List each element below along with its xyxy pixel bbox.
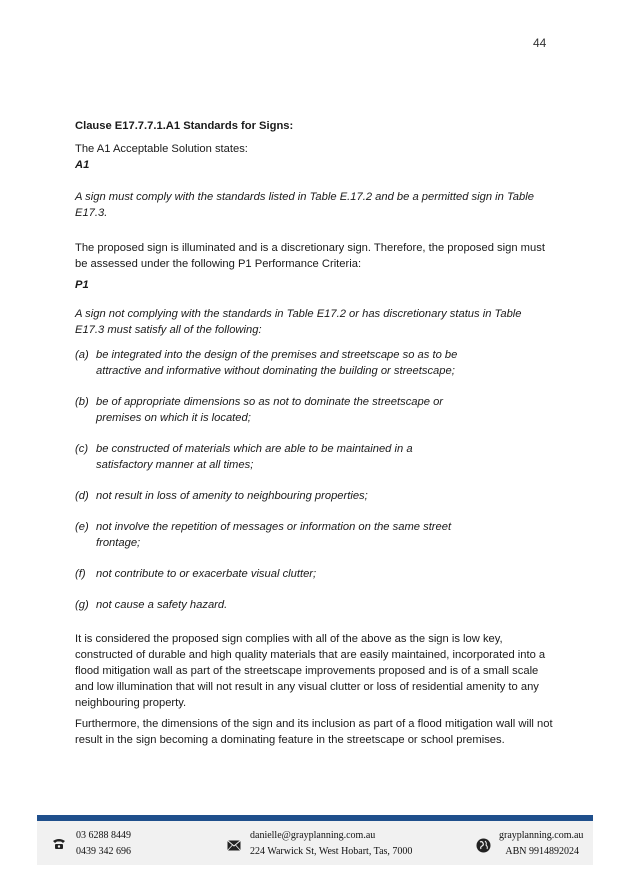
item-text: not involve the repetition of messages or information on the same street frontage;: [96, 521, 452, 549]
criteria-list: [75, 347, 553, 613]
p1-label: P1: [75, 279, 89, 291]
item-label: (g): [75, 599, 89, 611]
footer-phone-1: 03 6288 8449: [76, 830, 131, 841]
item-label: (f): [75, 568, 86, 580]
footer-web-column: [499, 828, 584, 860]
list-item: [75, 566, 553, 582]
list-item: [75, 347, 553, 379]
item-label: (b): [75, 396, 89, 408]
item-text: be of appropriate dimensions so as not to dominate the streetscape or premises on which it is located;: [96, 396, 444, 424]
list-item: [75, 597, 553, 613]
footer-contact-column: [250, 828, 412, 860]
item-text: not result in loss of amenity to neighbouring properties;: [96, 490, 368, 502]
phone-icon: [52, 838, 66, 850]
footer-email[interactable]: danielle@grayplanning.com.au: [250, 830, 376, 841]
item-text: not cause a safety hazard.: [96, 599, 228, 611]
footer-abn: ABN 9914892024: [505, 846, 579, 857]
p1-text: A sign not complying with the standards in Table E17.2 or has discretionary status in Table E17.3 must satisfy all of the following:: [75, 308, 522, 336]
item-text: not contribute to or exacerbate visual clutter;: [96, 568, 317, 580]
a1-label: A1: [75, 159, 90, 171]
footer-address: 224 Warwick St, West Hobart, Tas, 7000: [250, 846, 413, 857]
footer-accent-bar: [37, 815, 593, 821]
page-number: 44: [533, 36, 547, 50]
proposal-paragraph: The proposed sign is illuminated and is a discretionary sign. Therefore, the proposed sign must be assessed under the following P1 Performance Criteria:: [75, 242, 545, 270]
globe-icon: [476, 838, 491, 853]
item-label: (a): [75, 349, 89, 361]
list-item: [75, 519, 553, 551]
list-item: [75, 441, 553, 473]
item-label: (c): [75, 443, 89, 455]
footer-phone-column: [76, 828, 131, 860]
a1-text: A sign must comply with the standards listed in Table E.17.2 and be a permitted sign in Table E17.3.: [75, 191, 534, 219]
item-label: (e): [75, 521, 89, 533]
envelope-icon: [227, 840, 241, 851]
item-text: be integrated into the design of the premises and streetscape so as to be attractive and informative without dominating the building or streetscape;: [96, 349, 458, 377]
clause-heading: Clause E17.7.7.1.A1 Standards for Signs:: [75, 120, 294, 132]
assessment-paragraph: It is considered the proposed sign complies with all of the above as the sign is low key, constructed of durable and high quality materials that are easily maintained, incorporated into a flood mitigation wall as part of the streetscape improvements proposed and is of a small scale and low illumination that will not result in any visual clutter or loss of residential amenity to any neighbouring property.: [75, 633, 546, 709]
document-body: [75, 118, 553, 748]
conclusion-paragraph: Furthermore, the dimensions of the sign and its inclusion as part of a flood mitigation wall will not result in the sign becoming a dominating feature in the streetscape or school premises.: [75, 718, 553, 746]
a1-intro: The A1 Acceptable Solution states:: [75, 143, 248, 155]
list-item: [75, 394, 553, 426]
footer-phone-2: 0439 342 696: [76, 846, 131, 857]
item-label: (d): [75, 490, 89, 502]
list-item: [75, 488, 553, 504]
footer-website[interactable]: grayplanning.com.au: [499, 830, 584, 841]
item-text: be constructed of materials which are able to be maintained in a satisfactory manner at all times;: [96, 443, 413, 471]
